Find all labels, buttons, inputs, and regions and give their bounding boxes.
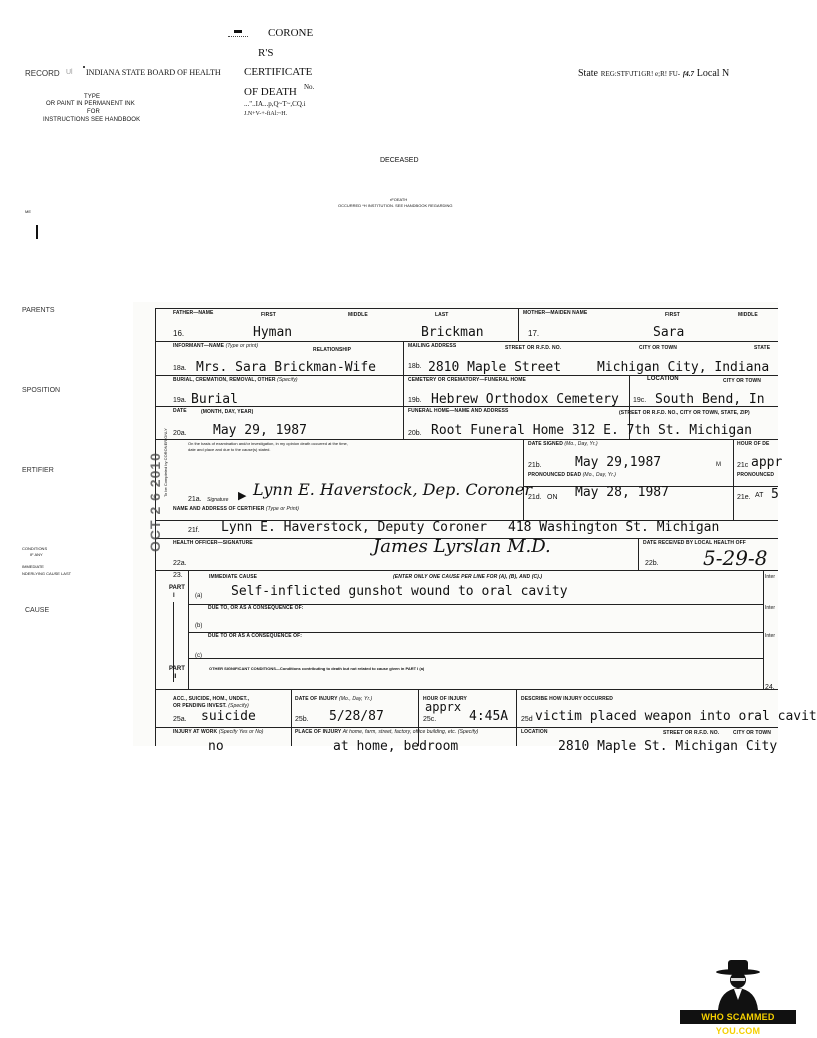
at-label: AT: [755, 492, 764, 499]
certifier-signature: Lynn E. Haverstock, Dep. Coroner: [253, 480, 532, 499]
item-22a: 22a.: [173, 560, 187, 567]
signature-label: Signature: [207, 497, 229, 503]
part-i-number: I: [173, 593, 175, 599]
mailing-street: 2810 Maple Street: [428, 360, 562, 375]
item-21c: 21c: [737, 462, 749, 469]
item-23: 23.: [173, 572, 183, 579]
date-of-injury-format: (Mo., Day, Yr.): [338, 696, 373, 702]
interval-label-1: Inter: [765, 574, 776, 580]
deceased-heading: DECEASED: [380, 157, 419, 164]
item-19c: 19c.: [633, 397, 647, 404]
father-last-name: Brickman: [421, 325, 484, 340]
of-death-heading: OF DEATH: [244, 86, 297, 98]
manner-of-death: suicide: [201, 709, 256, 724]
injury-at-work: no: [208, 739, 224, 754]
relationship-label: RELATIONSHIP: [313, 347, 352, 353]
item-25c: 25c.: [423, 716, 437, 723]
state-reg-number: f4.7: [682, 70, 694, 78]
funeral-address-label: (STREET OR R.F.D. NO., CITY OR TOWN, STATE, ZIP): [619, 410, 750, 416]
injury-date: 5/28/87: [329, 709, 384, 724]
pronounced-dead-label: [528, 472, 616, 478]
date-format-label: (MONTH, DAY, YEAR): [201, 409, 254, 415]
signature-arrow: ▶: [238, 490, 247, 502]
mother-first-label: FIRST: [665, 312, 680, 318]
burial-label: [173, 377, 298, 383]
injury-time: 4:45A: [469, 709, 509, 724]
item-22b: 22b.: [645, 560, 659, 567]
cemetery-label: CEMETERY OR CREMATORY—FUNERAL HOME: [408, 377, 526, 383]
pronounced-date: May 28, 1987: [575, 485, 669, 500]
item-21a: 21a.: [188, 496, 202, 503]
date-signed-format: (Mo., Day, Yr.): [564, 441, 598, 447]
immediate-note-2: NDERLYING CAUSE LAST: [22, 571, 72, 576]
certification-statement-2: date and place and due to the cause(s) stated.: [188, 447, 271, 452]
father-last-label: LAST: [435, 312, 449, 318]
part-ii-label: PART: [169, 666, 185, 672]
detective-icon: [680, 958, 796, 1012]
place-of-injury: at home, bedroom: [333, 739, 459, 754]
immediate-note-1: IMMEDIATE: [22, 564, 44, 569]
funeral-home-name: Root Funeral Home 312 E. 7th St. Michigan: [431, 423, 752, 438]
section-parents: PARENTS: [22, 307, 55, 314]
part-i-label: PART: [169, 585, 185, 591]
item-25d: 25d: [521, 716, 533, 723]
state-label-form: STATE: [754, 345, 771, 351]
institution-note: OCCURRED *H INSTITUTION. SEE HANDBOOK REGARDING: [338, 203, 453, 208]
yes-or-no-note: (Specify Yes or No): [218, 729, 264, 735]
pronounced-at-label: PRONOUNCED: [737, 472, 775, 478]
item-19a: 19a.: [173, 397, 187, 404]
type-instruction: TYPE: [84, 94, 101, 100]
one-cause-note: (ENTER ONLY ONE CAUSE PER LINE FOR (A), (B), AND (C).): [393, 574, 543, 580]
date-received-label: DATE RECEIVED BY LOCAL HEALTH OFF: [643, 540, 746, 546]
city-label: CITY OR TOWN: [639, 345, 677, 351]
pronounced-format: (Mo., Day, Yr.): [582, 472, 617, 478]
type-or-print-note: (Type or print): [225, 343, 259, 349]
street-label: STREET OR R.F.D. NO.: [505, 345, 562, 351]
date-signed: May 29,1987: [575, 455, 662, 470]
state-reg-label: [578, 68, 729, 79]
item-16: 16.: [173, 329, 185, 338]
of-death-small: rFOEATH: [390, 197, 408, 202]
cemetery-name: Hebrew Orthodox Cemetery: [431, 392, 619, 407]
meridiem-label: M: [716, 462, 721, 468]
injury-at-work-label: [173, 729, 264, 735]
item-21d: 21d.: [528, 494, 542, 501]
injury-description: victim placed weapon into oral cavit: [535, 709, 817, 724]
line-a-label: (a): [195, 593, 203, 599]
injury-hour-approx: apprx: [425, 700, 462, 714]
describe-injury-label: DESCRIBE HOW INJURY OCCURRED: [521, 696, 613, 702]
cemetery-location: South Bend, In: [655, 392, 765, 407]
logo-text: WHO SCAMMED YOU.COM: [680, 1010, 796, 1024]
record-label: RECORD: [25, 69, 60, 78]
injury-location: 2810 Maple St. Michigan City: [558, 739, 778, 754]
injury-street-label: STREET OR R.F.D. NO.: [663, 730, 720, 736]
mother-name-label: MOTHER—MAIDEN NAME: [523, 310, 588, 316]
interval-label-3: Inter: [765, 633, 776, 639]
other-conditions-label: OTHER SIGNIFICANT CONDITIONS—Conditions contributing to death but not related to cause given in PART I (a): [209, 666, 425, 671]
item-25b: 25b.: [295, 716, 309, 723]
manner-label-2-text: OR PENDING INVEST.: [173, 703, 227, 709]
interval-label-2: Inter: [765, 605, 776, 611]
disposition-method: Burial: [191, 392, 238, 407]
garbled-line-1: ..."..IA...p,Q~T~,CQ.i: [244, 100, 306, 108]
informant-name: Mrs. Sara Brickman-Wife: [196, 360, 377, 375]
death-certificate-form: [133, 302, 817, 754]
conditions-note-1: CONDITIONS: [22, 546, 48, 551]
part-ii-number: II: [173, 674, 177, 680]
burial-label-text: BURIAL, CREMATION, REMOVAL, OTHER: [173, 377, 276, 383]
tick-mark: [83, 66, 85, 68]
cursor-bar: [36, 225, 38, 239]
handbook-instruction: INSTRUCTIONS SEE HANDBOOK: [43, 117, 141, 123]
rs-fragment: R'S: [258, 47, 274, 59]
item-19b: 19b.: [408, 397, 422, 404]
state-reg-garbled: REG:STF\JT1GR! e;R! FU-: [600, 70, 681, 78]
mailing-address-label: MAILING ADDRESS: [408, 343, 457, 349]
item-17: 17.: [528, 329, 540, 338]
date-signed-label: [528, 441, 598, 447]
on-label: ON: [547, 494, 558, 501]
certifier-name: Lynn E. Haverstock, Deputy Coroner: [221, 520, 488, 535]
location-label: LOCATION: [647, 376, 679, 382]
cause-a: Self-inflicted gunshot wound to oral cavity: [231, 584, 568, 599]
item-18a: 18a.: [173, 365, 187, 372]
certification-statement-1: On the basis of examination and/or investigation, in my opinion death occurred at the time,: [188, 441, 348, 446]
record-fragment: Ul: [66, 69, 73, 76]
certifier-address: 418 Washington St. Michigan: [508, 520, 720, 535]
mother-first-name: Sara: [653, 325, 685, 340]
date-of-injury-label: [295, 696, 372, 702]
certifier-name-label: [173, 506, 299, 512]
local-number-label: Local N: [696, 68, 730, 79]
item-20a: 20a.: [173, 430, 187, 437]
certificate-heading: CERTIFICATE: [244, 66, 313, 78]
informant-label-text: INFORMANT—NAME: [173, 343, 225, 349]
line-b-label: (b): [195, 623, 203, 629]
place-of-injury-label: [295, 729, 478, 735]
state-label: State: [578, 68, 598, 79]
item-21f: 21f.: [188, 527, 200, 534]
section-disposition: SPOSITION: [22, 387, 61, 394]
hour-of-death-label: HOUR OF DE: [737, 441, 770, 447]
father-first-label: FIRST: [261, 312, 276, 318]
informant-label: [173, 343, 258, 349]
injury-at-work-label-text: INJURY AT WORK: [173, 729, 218, 735]
father-first-name: Hyman: [253, 325, 293, 340]
place-of-injury-label-text: PLACE OF INJURY: [295, 729, 342, 735]
line-c-label: (c): [195, 653, 202, 659]
date-of-injury-label-text: DATE OF INJURY: [295, 696, 338, 702]
section-cause: CAUSE: [25, 607, 50, 614]
item-21b: 21b.: [528, 462, 542, 469]
item-24: 24.: [765, 684, 775, 691]
father-middle-label: MIDDLE: [348, 312, 368, 318]
father-name-label: FATHER—NAME: [173, 310, 214, 316]
whoscammedyou-logo: [680, 958, 796, 1036]
pronounced-label-text: PRONOUNCED DEAD: [528, 472, 582, 478]
pronounced-time: 5: [771, 487, 779, 502]
header-mark: [228, 30, 248, 40]
section-certifier: ERTIFIER: [22, 467, 54, 474]
ms-fragment: ME: [25, 209, 31, 214]
date-received: 5-29-8: [703, 546, 768, 570]
for-instruction: FOR: [87, 109, 100, 115]
mother-middle-label: MIDDLE: [738, 312, 758, 318]
mailing-city: Michigan City, Indiana: [597, 360, 770, 375]
funeral-home-label: FUNERAL HOME—NAME AND ADDRESS: [408, 408, 509, 414]
coroner-only-note: To be Completed by CORONER ONLY: [163, 428, 168, 497]
coroner-fragment: CORONE: [268, 27, 314, 39]
health-officer-signature: James Lyrslan M.D.: [373, 536, 551, 557]
disposition-date: May 29, 1987: [213, 423, 307, 438]
date-label: DATE: [173, 408, 187, 414]
due-to-label-2: DUE TO OR AS A CONSEQUENCE OF:: [208, 633, 303, 639]
board-name: INDIANA STATE BOARD OF HEALTH: [86, 68, 221, 77]
manner-specify: (Specify): [228, 703, 249, 709]
conditions-note-2: IF ANY: [30, 552, 43, 557]
immediate-cause-label: IMMEDIATE CAUSE: [209, 574, 258, 580]
manner-label-1: ACC., SUICIDE, HOM., UNDET.,: [173, 696, 250, 702]
location-city-label: CITY OR TOWN: [723, 378, 761, 384]
item-18b: 18b.: [408, 363, 422, 370]
injury-city-label: CITY OR TOWN: [733, 730, 771, 736]
date-signed-label-text: DATE SIGNED: [528, 441, 563, 447]
item-20b: 20b.: [408, 430, 422, 437]
specify-note: (Specify): [277, 377, 298, 383]
injury-location-label: LOCATION: [521, 729, 548, 735]
type-or-print-note-2: (Type or Print): [265, 506, 300, 512]
garbled-line-2: J.N+V-+-fiAl:~H.: [244, 111, 288, 117]
certifier-name-label-text: NAME AND ADDRESS OF CERTIFIER: [173, 506, 265, 512]
hour-of-death: appr: [751, 455, 783, 470]
hour-of-injury-label: HOUR OF INJURY: [423, 696, 467, 702]
item-21e: 21e.: [737, 494, 751, 501]
number-label: No.: [304, 83, 315, 91]
received-date-stamp: OCT 2 6 2010: [147, 452, 163, 552]
item-25a: 25a.: [173, 716, 187, 723]
place-of-injury-note: At home, farm, street, factory, office building, etc. (Specify): [342, 729, 479, 735]
due-to-label-1: DUE TO, OR AS A CONSEQUENCE OF:: [208, 605, 304, 611]
permanent-ink-instruction: OR PAINT IN PERMANENT INK: [46, 101, 135, 107]
health-officer-label: HEALTH OFFICER—SIGNATURE: [173, 540, 253, 546]
